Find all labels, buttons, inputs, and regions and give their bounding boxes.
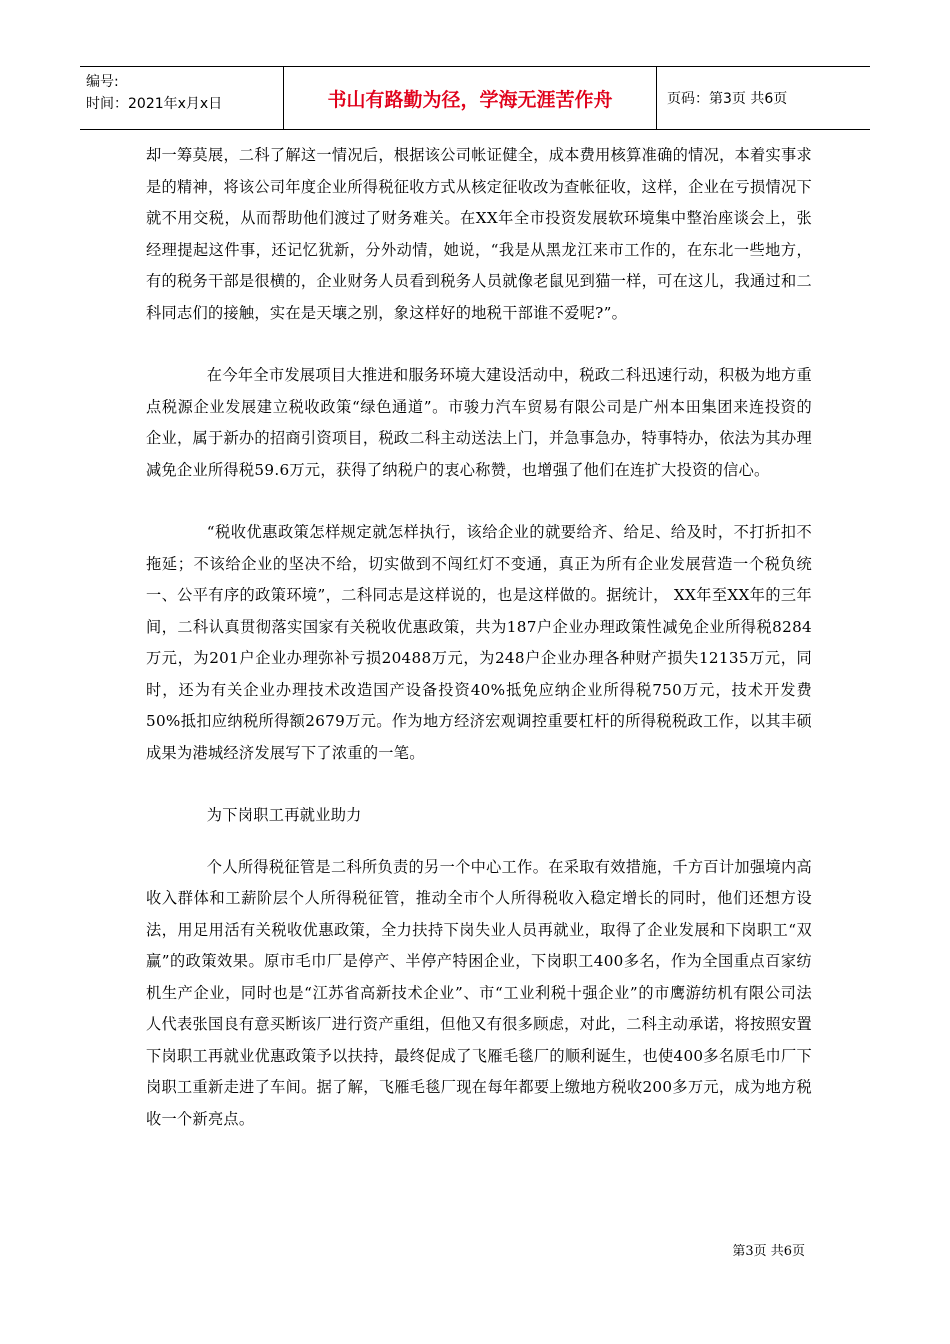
header-page-label: 页码：第3页 共6页: [667, 91, 788, 107]
header-meta: [80, 67, 284, 129]
paragraph: 却一筹莫展，二科了解这一情况后，根据该公司帐证健全，成本费用核算准确的情况，本着实事求是的精神，将该公司年度企业所得税征收方式从核定征收改为查帐征收，这样，企业在亏损情况下就不用交税，从而帮助他们渡过了财务难关。在XX年全市投资发展软环境集中整治座谈会上，张经理提起这件事，还记忆犹新，分外动情，她说，“我是从黑龙江来市工作的，在东北一些地方，有的税务干部是很横的，企业财务人员看到税务人员就像老鼠见到猫一样，可在这儿，我通过和二科同志们的接触，实在是天壤之别，象这样好的地税干部谁不爱呢?”。: [146, 146, 812, 322]
paragraph: 在今年全市发展项目大推进和服务环境大建设活动中，税政二科迅速行动，积极为地方重点税源企业发展建立税收政策“绿色通道”。市骏力汽车贸易有限公司是广州本田集团来连投资的企业，属于新办的招商引资项目，税政二科主动送法上门，并急事急办，特事特办，依法为其办理减免企业所得税59.6万元，获得了纳税户的衷心称赞，也增强了他们在连扩大投资的信心。: [146, 366, 812, 479]
section-heading: 为下岗职工再就业助力: [206, 806, 362, 824]
header-motto: 书山有路勤为径，学海无涯苦作舟: [284, 67, 657, 129]
document-body: [146, 140, 812, 1135]
paragraph: 个人所得税征管是二科所负责的另一个中心工作。在采取有效措施，千方百计加强境内高收入群体和工薪阶层个人所得税征管，推动全市个人所得税收入稳定增长的同时，他们还想方设法，用足用活有关税收优惠政策，全力扶持下岗失业人员再就业，取得了企业发展和下岗职工“双赢”的政策效果。原市毛巾厂是停产、半停产特困企业，下岗职工400多名，作为全国重点百家纺机生产企业，同时也是“江苏省高新技术企业”、市“工业利税十强企业”的市鹰游纺机有限公司法人代表张国良有意买断该厂进行资产重组，但他又有很多顾虑，对此，二科主动承诺，将按照安置下岗职工再就业优惠政策予以扶持，最终促成了飞雁毛毯厂的顺利诞生，也使400多名原毛巾厂下岗职工重新走进了车间。据了解，飞雁毛毯厂现在每年都要上缴地方税收200多万元，成为地方税收一个新亮点。: [146, 857, 812, 1128]
number-label: 编号:: [86, 74, 119, 90]
page-header: [80, 66, 870, 130]
paragraph: “税收优惠政策怎样规定就怎样执行，该给企业的就要给齐、给足、给及时，不打折扣不拖延；不该给企业的坚决不给，切实做到不闯红灯不变通，真正为所有企业发展营造一个税负统一、公平有序的政策环境”，二科同志是这样说的，也是这样做的。据统计， XX年至XX年的三年间，二科认真贯彻落实国家有关税收优惠政策，共为187户企业办理政策性减免企业所得税8284万元，为201户企业办理弥补亏损20488万元，为248户企业办理各种财产损失12135万元，同时，还为有关企业办理技术改造国产设备投资40%抵免应纳企业所得税750万元，技术开发费50%抵扣应纳税所得额2679万元。作为地方经济宏观调控重要杠杆的所得税税政工作，以其丰硕成果为港城经济发展写下了浓重的一笔。: [146, 523, 812, 762]
page-footer: 第3页 共6页: [732, 1244, 805, 1259]
time-label: 时间：2021年x月x日: [86, 96, 223, 112]
